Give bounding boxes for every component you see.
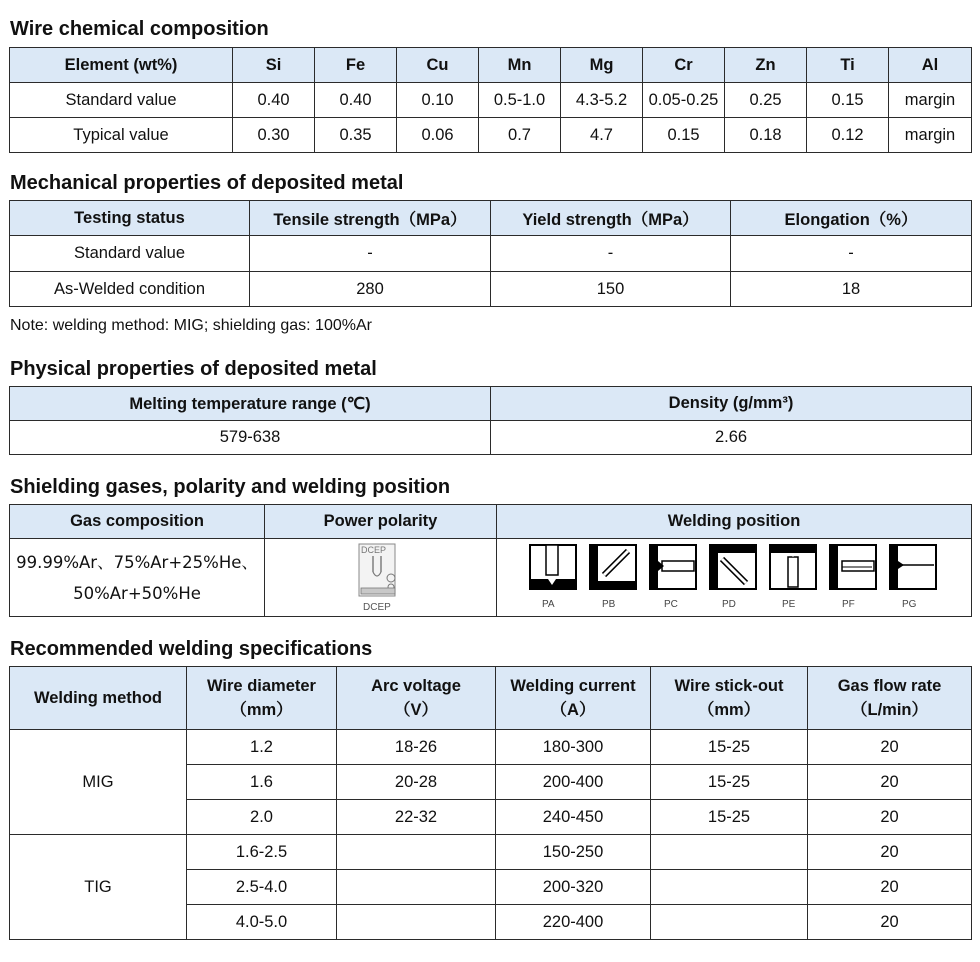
gas-line-1: 99.99%Ar、75%Ar+25%He、: [16, 552, 258, 572]
shielding-title: Shielding gases, polarity and welding position: [10, 476, 451, 498]
recommended-title: Recommended welding specifications: [10, 638, 373, 660]
table-row: [10, 83, 972, 118]
pe-label: PE: [782, 598, 796, 610]
header-label: Welding current: [510, 677, 636, 695]
header-welding-method: [10, 667, 187, 730]
dcep-polarity-icon: [351, 542, 411, 614]
table-cell: 4.0-5.0: [187, 905, 337, 940]
table-cell: 1.6-2.5: [187, 835, 337, 870]
table-cell: 200-400: [496, 765, 651, 800]
table-cell: 15-25: [651, 800, 808, 835]
table-row: [10, 118, 972, 153]
table-cell: 150: [491, 272, 731, 307]
table-cell: 0.25: [725, 83, 807, 118]
method-mig: MIG: [10, 730, 187, 835]
table-cell: 4.3-5.2: [561, 83, 643, 118]
table-cell: [337, 870, 496, 905]
physical-header-row: [10, 387, 972, 421]
recommended-header-row: [10, 667, 972, 730]
table-cell: 20: [808, 730, 972, 765]
table-row: [10, 539, 972, 617]
table-cell: 4.7: [561, 118, 643, 153]
pe-position-icon: [770, 545, 816, 610]
table-cell: 20: [808, 870, 972, 905]
table-cell: 22-32: [337, 800, 496, 835]
header-unit: （mm）: [697, 701, 761, 719]
table-row: [10, 835, 972, 870]
physical-title: Physical properties of deposited metal: [10, 358, 377, 380]
header-yield-strength: Yield strength（MPa）: [491, 201, 731, 236]
header-si: Si: [233, 48, 315, 83]
method-tig: TIG: [10, 835, 187, 940]
header-element: Element (wt%): [10, 48, 233, 83]
table-cell: 0.7: [479, 118, 561, 153]
table-cell: 2.0: [187, 800, 337, 835]
header-label: Wire stick-out: [674, 677, 784, 695]
table-cell: 0.12: [807, 118, 889, 153]
table-cell: [651, 870, 808, 905]
shielding-header-row: [10, 505, 972, 539]
header-mn: Mn: [479, 48, 561, 83]
table-cell: -: [491, 236, 731, 272]
melting-range-value: 579-638: [10, 421, 491, 455]
table-cell: 240-450: [496, 800, 651, 835]
welding-position-diagrams: [524, 541, 944, 615]
table-cell: margin: [889, 83, 972, 118]
header-zn: Zn: [725, 48, 807, 83]
mechanical-header-row: [10, 201, 972, 236]
pb-position-icon: [590, 545, 636, 610]
header-gas-flow-rate: [808, 667, 972, 730]
table-cell: 0.35: [315, 118, 397, 153]
table-cell: 20: [808, 905, 972, 940]
table-cell: 280: [250, 272, 491, 307]
header-al: Al: [889, 48, 972, 83]
header-elongation: Elongation（%）: [731, 201, 972, 236]
table-cell: [651, 835, 808, 870]
table-cell: 0.40: [233, 83, 315, 118]
table-cell: 0.06: [397, 118, 479, 153]
header-label: Gas flow rate: [837, 677, 942, 695]
header-wire-stick-out: [651, 667, 808, 730]
recommended-table: [9, 666, 972, 940]
header-label: Arc voltage: [371, 677, 461, 695]
table-row: [10, 236, 972, 272]
row-label: Standard value: [10, 83, 233, 118]
header-unit: （mm）: [230, 701, 293, 719]
table-cell: 20: [808, 835, 972, 870]
chemical-table: [9, 47, 972, 153]
table-cell: 0.5-1.0: [479, 83, 561, 118]
header-density: Density (g/mm³): [491, 387, 972, 421]
header-wire-diameter: [187, 667, 337, 730]
header-welding-current: [496, 667, 651, 730]
row-label: As-Welded condition: [10, 272, 250, 307]
table-cell: 20-28: [337, 765, 496, 800]
pc-position-icon: [650, 545, 696, 610]
table-cell: 2.5-4.0: [187, 870, 337, 905]
table-cell: 150-250: [496, 835, 651, 870]
table-cell: 200-320: [496, 870, 651, 905]
table-cell: 0.30: [233, 118, 315, 153]
table-cell: [337, 905, 496, 940]
header-welding-position: Welding position: [497, 505, 972, 539]
table-cell: 18: [731, 272, 972, 307]
mechanical-table: [9, 200, 972, 307]
header-label: Welding method: [33, 688, 163, 707]
dcep-icon-label: DCEP: [360, 544, 386, 555]
shielding-table: [9, 504, 972, 617]
power-polarity-cell: [265, 539, 497, 617]
row-label: Standard value: [10, 236, 250, 272]
row-label: Typical value: [10, 118, 233, 153]
header-unit: （L/min）: [851, 701, 928, 719]
table-row: [10, 730, 972, 765]
welding-position-cell: [497, 539, 972, 617]
table-cell: 1.6: [187, 765, 337, 800]
chemical-header-row: [10, 48, 972, 83]
header-unit: （V）: [393, 701, 438, 719]
mechanical-title: Mechanical properties of deposited metal: [10, 172, 404, 194]
table-row: [10, 421, 972, 455]
table-cell: 180-300: [496, 730, 651, 765]
mechanical-note: Note: welding method: MIG; shielding gas: 100%Ar: [10, 317, 372, 334]
chemical-title: Wire chemical composition: [10, 18, 269, 40]
header-label: Wire diameter: [207, 677, 316, 695]
header-gas-composition: Gas composition: [10, 505, 265, 539]
table-cell: 20: [808, 800, 972, 835]
header-unit: （A）: [550, 701, 596, 719]
table-cell: [337, 835, 496, 870]
header-ti: Ti: [807, 48, 889, 83]
table-cell: 0.05-0.25: [643, 83, 725, 118]
pc-label: PC: [664, 598, 678, 610]
pf-label: PF: [842, 598, 855, 610]
physical-table: [9, 386, 972, 455]
header-arc-voltage: [337, 667, 496, 730]
gas-line-2: 50%Ar+50%He: [73, 583, 201, 603]
gas-composition-cell: [10, 539, 265, 617]
table-cell: 20: [808, 765, 972, 800]
pg-position-icon: [890, 545, 936, 610]
header-tensile-strength: Tensile strength（MPa）: [250, 201, 491, 236]
table-cell: margin: [889, 118, 972, 153]
pd-position-icon: [710, 545, 756, 610]
table-cell: 0.15: [807, 83, 889, 118]
header-cr: Cr: [643, 48, 725, 83]
pd-label: PD: [722, 598, 736, 610]
table-cell: 18-26: [337, 730, 496, 765]
table-cell: 0.18: [725, 118, 807, 153]
table-row: [10, 272, 972, 307]
header-cu: Cu: [397, 48, 479, 83]
header-testing-status: Testing status: [10, 201, 250, 236]
table-cell: 220-400: [496, 905, 651, 940]
table-cell: -: [250, 236, 491, 272]
table-cell: 1.2: [187, 730, 337, 765]
pa-label: PA: [542, 598, 555, 610]
table-cell: 0.10: [397, 83, 479, 118]
table-cell: [651, 905, 808, 940]
header-power-polarity: Power polarity: [265, 505, 497, 539]
table-cell: 15-25: [651, 730, 808, 765]
header-fe: Fe: [315, 48, 397, 83]
pa-position-icon: [530, 545, 576, 610]
table-cell: 0.15: [643, 118, 725, 153]
header-melting-range: Melting temperature range (℃): [10, 387, 491, 421]
table-cell: -: [731, 236, 972, 272]
dcep-caption: DCEP: [362, 601, 391, 613]
pf-position-icon: [830, 545, 876, 610]
pg-label: PG: [902, 598, 917, 610]
density-value: 2.66: [491, 421, 972, 455]
table-cell: 15-25: [651, 765, 808, 800]
pb-label: PB: [602, 598, 616, 610]
header-mg: Mg: [561, 48, 643, 83]
table-cell: 0.40: [315, 83, 397, 118]
